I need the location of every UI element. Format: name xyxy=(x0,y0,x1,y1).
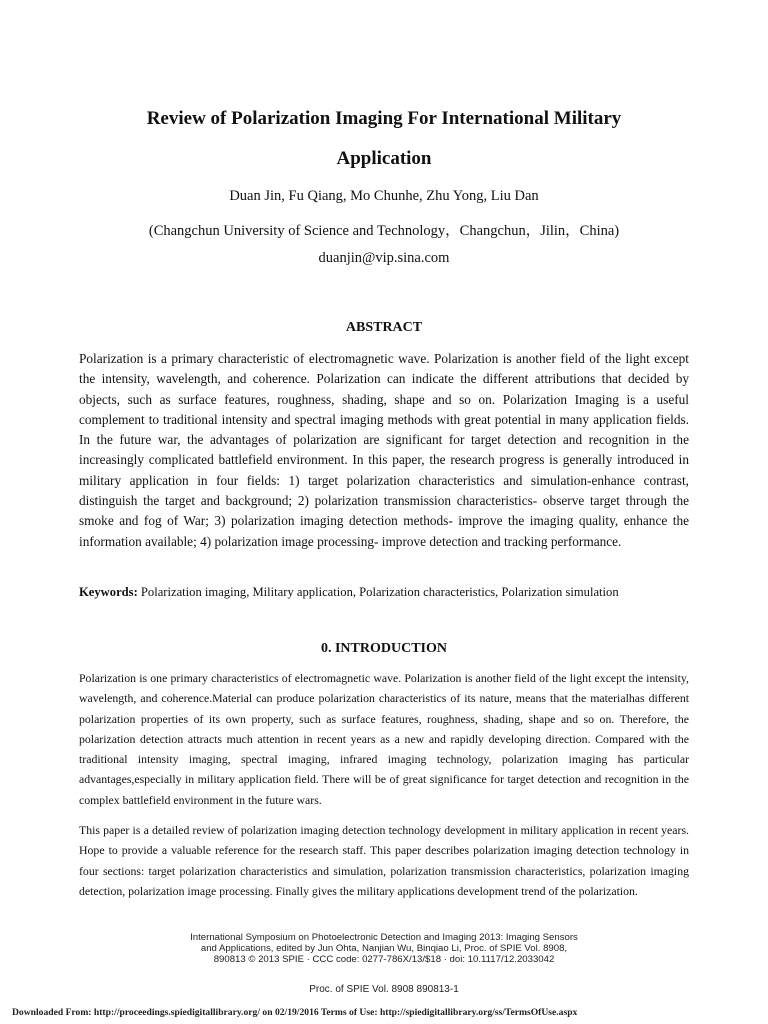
introduction-paragraph-2: This paper is a detailed review of polarization imaging detection technology development in military application in recent years. Hope to provide a valuable reference for the research staff. This paper describes polarization imaging detection technology in four sections: target polarization characteristics and simulation, polarization transmission characteristics, polarization imaging detection, polarization image processing. Finally gives the military applications development trend of the polarization. xyxy=(79,823,689,898)
introduction-paragraph-1: Polarization is one primary characteristics of electromagnetic wave. Polarization is another field of the light except the intensity, wavelength, and coherence.Material can produce polarization characteristics of its nature, means that the materialhas different polarization properties of its own property, such as surface features, roughness, shading, shape and so on. Therefore, the polarization detection attracts much attention in recent years as a new and rapidly developing direction. Compared with the traditional intensity imaging, spectral imaging, infrared imaging technology, polarization imaging has particular advantages,especially in military application field. There will be of great significance for target detection and recognition in the complex battlefield environment in the future wars. xyxy=(79,671,689,807)
footnote-line-2: and Applications, edited by Jun Ohta, Nanjian Wu, Binqiao Li, Proc. of SPIE Vol. 8908, xyxy=(200,943,568,954)
footnote-line-3: 890813 © 2013 SPIE · CCC code: 0277-786X/13/$18 · doi: 10.1117/12.2033042 xyxy=(213,954,555,965)
abstract-text: Polarization is a primary characteristic of electromagnetic wave. Polarization is another field of the light except the intensity, wavelength, and coherence. Polarization can indicate the different attributions that decided by objects, such as surface features, roughness, shading, shape and so on. Polarization Imaging is a useful complement to traditional intensity and spectral imaging methods with great potential in many application fields. In the future war, the advantages of polarization are significant for target detection and recognition in the increasingly complicated battlefield environment. In this paper, the research progress is generally introduced in military application in four fields: 1) target polarization characteristics and simulation-enhance contrast, distinguish the target and background; 2) polarization transmission characteristics- observe target through the smoke and fog of War; 3) polarization imaging detection methods- improve the imaging quality, enhance the information available; 4) polarization image processing- improve detection and tracking performance. xyxy=(79,351,689,549)
keywords xyxy=(79,582,689,602)
paper-title-line-2: Application xyxy=(336,148,432,169)
author-list: Duan Jin, Fu Qiang, Mo Chunhe, Zhu Yong, Liu Dan xyxy=(229,188,539,204)
abstract-heading: ABSTRACT xyxy=(345,320,423,335)
author-email: duanjin@vip.sina.com xyxy=(318,250,450,266)
paper-title-line-1: Review of Polarization Imaging For International Military xyxy=(146,108,622,129)
affiliation: (Changchun University of Science and Technology，Changchun，Jilin，China) xyxy=(148,223,620,239)
page-number: Proc. of SPIE Vol. 8908 890813-1 xyxy=(309,984,459,995)
introduction-heading: 0. INTRODUCTION xyxy=(320,641,447,656)
conference-footnote xyxy=(160,932,608,965)
keywords-text: Polarization imaging, Military application, Polarization characteristics, Polarization simulation xyxy=(137,585,619,599)
keywords-label: Keywords: xyxy=(79,585,138,599)
footnote-line-1: International Symposium on Photoelectronic Detection and Imaging 2013: Imaging Sensors xyxy=(190,932,578,943)
download-notice: Downloaded From: http://proceedings.spiedigitallibrary.org/ on 02/19/2016 Terms of Use: http://spiedigitallibrary.org/ss/TermsOfUse.aspx xyxy=(12,1007,578,1018)
